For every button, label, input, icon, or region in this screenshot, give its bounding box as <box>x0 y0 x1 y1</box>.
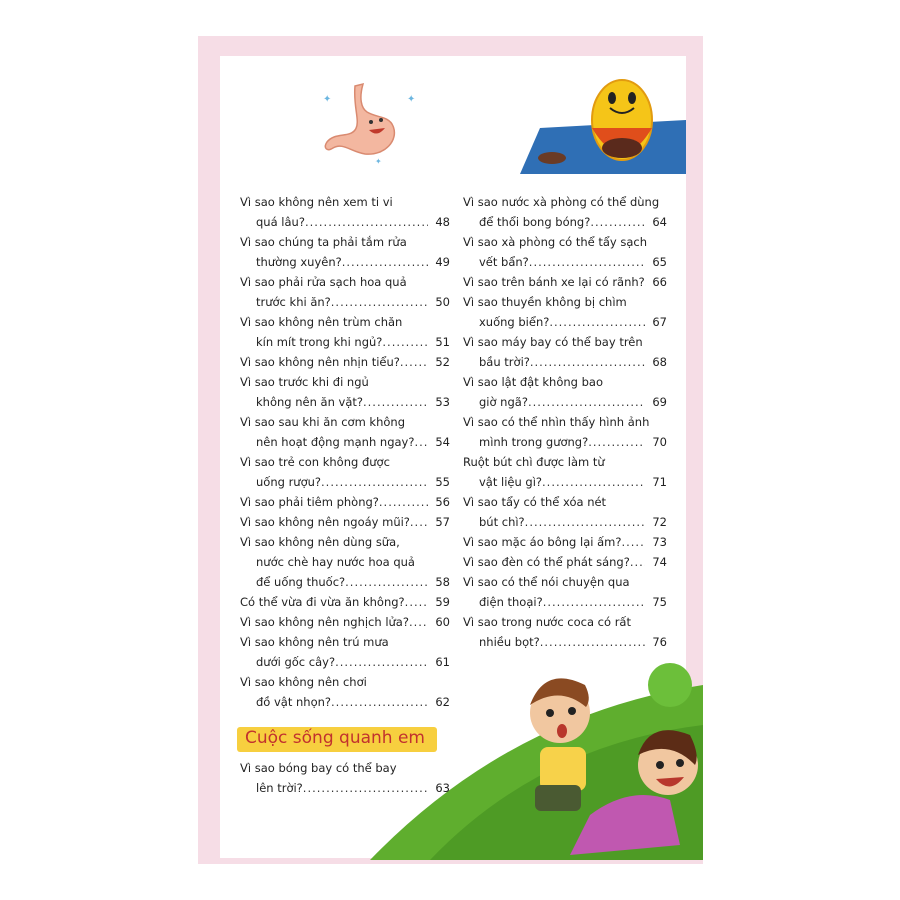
leader-dots <box>409 612 428 632</box>
toc-entry-text: Vì sao trước khi đi ngủ <box>240 375 369 389</box>
toc-page-number: 63 <box>435 781 450 795</box>
toc-entry[interactable] <box>463 232 667 272</box>
toc-entry-text: Vì sao chúng ta phải tắm rửa <box>240 235 407 249</box>
toc-page-number: 55 <box>435 475 450 489</box>
toc-page-number: 74 <box>652 555 667 569</box>
leader-dots <box>630 552 645 572</box>
toc-entry-text: bầu trời? <box>479 355 530 369</box>
toc-page-number: 68 <box>652 355 667 369</box>
toc-page-number: 62 <box>435 695 450 709</box>
toc-entry-text: dưới gốc cây? <box>256 655 336 669</box>
toc-page-number: 65 <box>652 255 667 269</box>
toc-entry-text: để thổi bong bóng? <box>479 215 591 229</box>
toc-entry[interactable] <box>463 532 667 552</box>
toc-entry[interactable] <box>240 592 450 612</box>
toc-page-number: 59 <box>435 595 450 609</box>
toc-page-number: 66 <box>652 275 667 289</box>
toc-entry[interactable] <box>463 192 667 232</box>
toc-entry[interactable] <box>240 492 450 512</box>
leader-dots <box>305 212 428 232</box>
toc-entry-text: Vì sao trong nước coca có rất <box>463 615 631 629</box>
toc-entry-text: Vì sao sau khi ăn cơm không <box>240 415 406 429</box>
toc-page-number: 67 <box>652 315 667 329</box>
leader-dots <box>342 252 428 272</box>
toc-section-column <box>240 758 450 798</box>
toc-entry-text: để uống thuốc? <box>256 575 346 589</box>
toc-right-column <box>463 192 667 652</box>
toc-entry-text: Vì sao tẩy có thể xóa nét <box>463 495 607 509</box>
toc-entry[interactable] <box>240 232 450 272</box>
toc-entry-text: Vì sao nước xà phòng có thể dùng <box>463 195 660 209</box>
toc-entry-text: Vì sao phải tiêm phòng? <box>240 495 379 509</box>
toc-entry[interactable] <box>240 352 450 372</box>
toc-entry-text: mình trong gương? <box>479 435 589 449</box>
toc-entry[interactable] <box>240 532 450 592</box>
leader-dots <box>379 492 428 512</box>
toc-entry-text: kín mít trong khi ngủ? <box>256 335 383 349</box>
toc-entry-text: đồ vật nhọn? <box>256 695 332 709</box>
toc-entry[interactable] <box>463 292 667 332</box>
toc-entry-text: vật liệu gì? <box>479 475 543 489</box>
toc-page-number: 69 <box>652 395 667 409</box>
toc-entry[interactable] <box>240 372 450 412</box>
toc-entry[interactable] <box>463 372 667 412</box>
toc-page-number: 75 <box>652 595 667 609</box>
leader-dots <box>542 472 645 492</box>
leader-dots <box>588 432 645 452</box>
toc-entry-text: xuống biển? <box>479 315 550 329</box>
toc-entry-text: Vì sao không nên xem ti vi <box>240 195 393 209</box>
toc-entry-text: Vì sao có thể nói chuyện qua <box>463 575 630 589</box>
toc-entry[interactable] <box>463 452 667 492</box>
toc-entry[interactable] <box>240 452 450 492</box>
toc-entry-text: Vì sao có thể nhìn thấy hình ảnh <box>463 415 650 429</box>
toc-entry-text: Vì sao máy bay có thể bay trên <box>463 335 643 349</box>
toc-entry[interactable] <box>463 492 667 532</box>
toc-entry-text: Vì sao không nên trú mưa <box>240 635 389 649</box>
toc-entry-text: Vì sao mặc áo bông lại ấm? <box>463 535 622 549</box>
toc-entry-text: Vì sao phải rửa sạch hoa quả <box>240 275 407 289</box>
svg-text:✦: ✦ <box>323 94 332 105</box>
toc-page-number: 72 <box>652 515 667 529</box>
toc-page-number: 56 <box>435 495 450 509</box>
toc-entry[interactable] <box>240 632 450 672</box>
toc-entry-text: không nên ăn vặt? <box>256 395 363 409</box>
toc-entry-text: trước khi ăn? <box>256 295 331 309</box>
section-banner <box>237 727 437 752</box>
toc-entry-text: thường xuyên? <box>256 255 342 269</box>
toc-page-number: 70 <box>652 435 667 449</box>
toc-page-number: 64 <box>652 215 667 229</box>
leader-dots <box>414 432 428 452</box>
leader-dots <box>530 352 645 372</box>
toc-entry[interactable] <box>463 552 667 572</box>
toc-page-number: 53 <box>435 395 450 409</box>
toc-entry[interactable] <box>463 612 667 652</box>
svg-text:✦: ✦ <box>407 94 416 105</box>
leader-dots <box>345 572 428 592</box>
leader-dots <box>363 392 428 412</box>
toc-entry-text: Có thể vừa đi vừa ăn không? <box>240 595 405 609</box>
toc-entry[interactable] <box>240 758 450 798</box>
toc-entry-text: nước chè hay nước hoa quả <box>256 555 415 569</box>
leader-dots <box>621 532 645 552</box>
toc-page-number: 49 <box>435 255 450 269</box>
toc-entry[interactable] <box>463 272 667 292</box>
toc-entry-text: Vì sao không nên ngoáy mũi? <box>240 515 410 529</box>
toc-entry-text: điện thoại? <box>479 595 543 609</box>
leader-dots <box>543 592 645 612</box>
leader-dots <box>590 212 645 232</box>
leader-dots <box>540 632 645 652</box>
toc-entry-text: Vì sao không nên chơi <box>240 675 367 689</box>
toc-page-number: 51 <box>435 335 450 349</box>
toc-entry[interactable] <box>463 412 667 452</box>
toc-page-number: 58 <box>435 575 450 589</box>
toc-entry-text: bút chì? <box>479 515 525 529</box>
toc-entry[interactable] <box>240 612 450 632</box>
toc-entry[interactable] <box>240 312 450 352</box>
leader-dots <box>528 392 645 412</box>
leader-dots <box>400 352 428 372</box>
toc-entry-text: vết bẩn? <box>479 255 529 269</box>
toc-page-number: 48 <box>435 215 450 229</box>
roly-poly-toy-illustration <box>520 78 686 174</box>
toc-entry-text: nên hoạt động mạnh ngay? <box>256 435 415 449</box>
toc-page-number: 50 <box>435 295 450 309</box>
toc-entry[interactable] <box>463 572 667 612</box>
toc-entry[interactable] <box>240 512 450 532</box>
toc-entry[interactable] <box>240 672 450 712</box>
toc-page-number: 76 <box>652 635 667 649</box>
leader-dots <box>335 652 428 672</box>
toc-entry-text: nhiều bọt? <box>479 635 540 649</box>
leader-dots <box>331 692 428 712</box>
toc-entry-text: Ruột bút chì được làm từ <box>463 455 605 469</box>
leader-dots <box>405 592 428 612</box>
toc-page-number: 52 <box>435 355 450 369</box>
toc-entry-text: Vì sao thuyền không bị chìm <box>463 295 627 309</box>
leader-dots <box>410 512 428 532</box>
toc-entry-text: uống rượu? <box>256 475 322 489</box>
toc-page-number: 54 <box>435 435 450 449</box>
toc-entry-text: quá lâu? <box>256 215 305 229</box>
toc-page-number: 57 <box>435 515 450 529</box>
toc-entry-text: Vì sao không nên trùm chăn <box>240 315 403 329</box>
leader-dots <box>321 472 428 492</box>
toc-left-column <box>240 192 450 712</box>
toc-page-number: 73 <box>652 535 667 549</box>
stomach-illustration <box>315 78 425 168</box>
toc-page-number: 60 <box>435 615 450 629</box>
toc-entry-text: Vì sao trẻ con không được <box>240 455 390 469</box>
toc-entry-text: Vì sao đèn có thể phát sáng? <box>463 555 630 569</box>
toc-entry-text: Vì sao bóng bay có thể bay <box>240 761 397 775</box>
toc-entry[interactable] <box>240 412 450 452</box>
toc-entry[interactable] <box>463 332 667 372</box>
leader-dots <box>303 778 428 798</box>
toc-entry-text: Vì sao không nên nghịch lửa? <box>240 615 409 629</box>
toc-entry-text: Vì sao trên bánh xe lại có rãnh? <box>463 275 645 289</box>
leader-dots <box>549 312 645 332</box>
toc-page-number: 61 <box>435 655 450 669</box>
toc-page-number: 71 <box>652 475 667 489</box>
toc-entry-text: Vì sao không nên dùng sữa, <box>240 535 400 549</box>
leader-dots <box>331 292 428 312</box>
svg-text:✦: ✦ <box>375 157 382 166</box>
toc-entry-text: Vì sao không nên nhịn tiểu? <box>240 355 400 369</box>
section-title: Cuộc sống quanh em <box>245 728 425 748</box>
toc-entry-text: giờ ngã? <box>479 395 528 409</box>
toc-entry[interactable] <box>240 192 450 232</box>
toc-entry-text: Vì sao lật đật không bao <box>463 375 603 389</box>
toc-entry-text: Vì sao xà phòng có thể tẩy sạch <box>463 235 648 249</box>
toc-entry-text: lên trời? <box>256 781 303 795</box>
toc-entry[interactable] <box>240 272 450 312</box>
leader-dots <box>525 512 645 532</box>
leader-dots <box>529 252 645 272</box>
leader-dots <box>382 332 428 352</box>
